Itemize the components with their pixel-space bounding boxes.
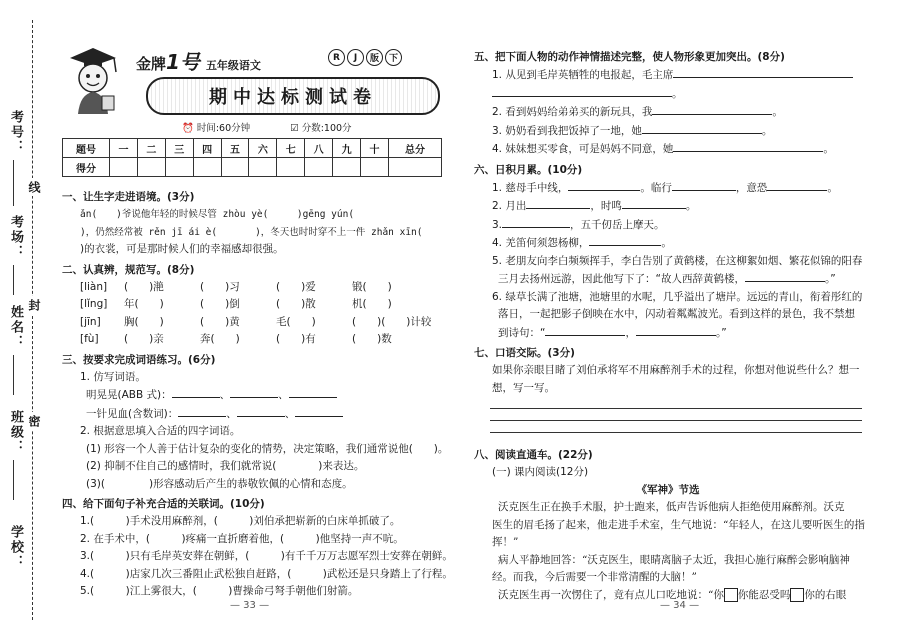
- s8-subtitle: (一) 课内阅读(12分): [492, 466, 589, 478]
- score-table: [62, 138, 442, 177]
- s5-item-1: [474, 66, 862, 85]
- s6-text: 3.: [492, 218, 503, 231]
- word-blank[interactable]: 奔( ): [200, 333, 240, 345]
- s6-text: 1. 慈母手中线，: [492, 181, 569, 194]
- s2-row: [62, 296, 444, 314]
- binding-line: [32, 20, 33, 620]
- passage-line: 医生的眉毛扬了起来，他走进手术室，生气地说：“年轻人，在这儿要听医生的指: [492, 518, 865, 531]
- left-page: [62, 40, 453, 600]
- score-cell[interactable]: [277, 158, 305, 177]
- exam-title: 期中达标测试卷: [146, 77, 440, 115]
- score-cell[interactable]: [305, 158, 333, 177]
- s6-text: 三月去扬州远游，因此他写下了：“故人西辞黄鹤楼，: [498, 273, 745, 285]
- word-blank[interactable]: ( )爱: [276, 280, 316, 293]
- s6-text: 2. 月出: [492, 200, 527, 212]
- right-page: [474, 46, 865, 606]
- badge-r: R: [328, 49, 345, 66]
- pinyin-label: [lǐng]: [80, 298, 108, 310]
- section-1-title: 一、让生字走进语境。(3分): [62, 191, 195, 203]
- answer-blank[interactable]: [526, 197, 590, 209]
- class-field[interactable]: [13, 460, 14, 500]
- s5-item-2: 2. 看到妈妈给弟弟买的新玩具，我 。: [474, 103, 862, 122]
- s6-text: 到诗句：“: [498, 326, 546, 339]
- section-7-title: 七、口语交际。(3分): [474, 347, 575, 359]
- answer-blank[interactable]: [589, 234, 661, 246]
- pinyin-label: [liàn]: [80, 280, 108, 293]
- word-blank[interactable]: ( )滟: [124, 280, 164, 293]
- answer-blank[interactable]: [767, 179, 827, 191]
- writing-line[interactable]: [490, 420, 862, 421]
- answer-blank[interactable]: [295, 405, 343, 417]
- s3-i1: (1) 形容一个人善于估计复杂的变化的情势，决定策略，我们通常说他( )。: [86, 442, 449, 455]
- answer-blank[interactable]: [172, 386, 220, 398]
- answer-blank[interactable]: [622, 197, 686, 209]
- answer-blank[interactable]: [237, 405, 285, 417]
- section-4-title: 四、给下面句子补充合适的关联词。(10分): [62, 498, 265, 510]
- score-cell[interactable]: [221, 158, 249, 177]
- s2-row: [62, 331, 444, 349]
- s6-text: 。临行: [640, 181, 672, 194]
- s5-item-3-text: 3. 奶奶看到我把饭掉了一地，她: [492, 124, 642, 137]
- s3-q1: 1. 仿写词语。: [80, 370, 146, 383]
- badge-j: J: [347, 49, 364, 66]
- binding-margin: [0, 0, 60, 636]
- time-limit: [182, 120, 250, 134]
- s4-item: 5.( )江上雾很大，( )曹操命弓弩手朝他们射箭。: [80, 585, 359, 597]
- s6-item-2: 2. 月出 ，时鸣 。: [474, 197, 862, 216]
- s3-ex1: 明晃晃(ABB 式)： 、 、: [62, 386, 444, 405]
- answer-blank[interactable]: [230, 386, 278, 398]
- s3-ex2-label: 一针见血(含数词)：: [86, 407, 179, 420]
- answer-blank[interactable]: [642, 122, 762, 134]
- word-blank[interactable]: ( )倒: [200, 298, 240, 310]
- label-school: 学校：: [8, 525, 23, 570]
- score-table-header-row: [63, 139, 442, 158]
- table-cell: 五: [221, 139, 249, 158]
- grade-subject: 五年级语文: [205, 59, 261, 72]
- s3-i2: (2) 抑制不住自己的感情时，我们就常说( )来表达。: [86, 460, 365, 472]
- pinyin-label: [fù]: [80, 333, 99, 345]
- word-blank[interactable]: 胸( ): [124, 315, 164, 328]
- punctuation-box[interactable]: [724, 588, 738, 602]
- label-name: 姓名：: [8, 305, 23, 350]
- s3-q2: 2. 根据意思填入合适的四字词语。: [80, 425, 241, 437]
- page-number-right: — 34 —: [660, 600, 700, 611]
- s7-prompt-1: 如果你亲眼目睹了刘伯承将军不用麻醉剂手术的过程，你想对他说些什么？想一: [492, 364, 860, 376]
- s5-item-4-text: 4. 妹妹想买零食，可是妈妈不同意，她: [492, 143, 674, 155]
- writing-line[interactable]: [490, 408, 862, 409]
- answer-blank[interactable]: [652, 103, 772, 115]
- word-blank[interactable]: ( )数: [352, 333, 392, 345]
- s3-i3-prefix: (3)(: [86, 477, 105, 490]
- exam-header: [62, 40, 444, 132]
- passage-title: 《军神》节选: [636, 483, 700, 496]
- score-cell[interactable]: [361, 158, 389, 177]
- s1-line-3: )的衣裳，可是那时候人们的幸福感却很强。: [80, 243, 284, 255]
- passage-line: 挥！”: [492, 536, 519, 548]
- word-blank[interactable]: ( )( )计较: [352, 315, 432, 328]
- answer-blank[interactable]: [289, 386, 337, 398]
- table-cell: 总分: [389, 139, 442, 158]
- punctuation-box[interactable]: [790, 588, 804, 602]
- section-5-title: 五、把下面人物的动作神情描述完整，使人物形象更加突出。(8分): [474, 51, 785, 63]
- word-blank[interactable]: 机( ): [352, 298, 392, 310]
- s3-i3-suffix: )形容感动后产生的恭敬钦佩的心情和态度。: [148, 477, 353, 490]
- answer-blank[interactable]: [492, 85, 672, 97]
- table-cell: 七: [277, 139, 305, 158]
- word-blank[interactable]: 毛( ): [276, 315, 316, 328]
- s1-line-1: ǎn( )爷说他年轻的时候尽管 zhòu yè( )gēng yún(: [80, 209, 355, 220]
- s4-item: 4.( )店家几次三番阻止武松独自赶路，( )武松还是只身踏上了行程。: [80, 567, 453, 580]
- table-cell: 题号: [63, 139, 110, 158]
- clock-icon: ⏰: [182, 123, 197, 134]
- s6-text: ，时鸣: [590, 200, 622, 212]
- s6-item-6a: 6. 绿草长满了池塘，池塘里的水呢，几乎溢出了塘岸。远远的青山，衔着彤红的: [492, 290, 863, 303]
- score-cell[interactable]: [110, 158, 138, 177]
- answer-blank[interactable]: [673, 140, 823, 152]
- badge-edition: 版: [366, 49, 383, 66]
- word-blank[interactable]: ( )黄: [200, 315, 240, 328]
- s4-item: 1.( )手术没用麻醉剂，( )刘伯承把崭新的白床单抓破了。: [80, 515, 401, 527]
- answer-blank[interactable]: [673, 66, 853, 78]
- s6-item-4: 4. 羌笛何须怨杨柳， 。: [474, 234, 862, 253]
- s6-item-6c: 到诗句：“ ， 。”: [474, 324, 862, 343]
- passage-text: [474, 499, 865, 604]
- label-class: 班级：: [8, 410, 23, 455]
- s5-item-1-cont: 。: [474, 85, 862, 104]
- s3-ex2: 一针见血(含数词)： 、 、: [62, 405, 444, 424]
- brand-title: [136, 46, 261, 75]
- answer-blank[interactable]: [745, 270, 825, 282]
- binding-word-seal: 封: [26, 296, 43, 314]
- word-blank[interactable]: ( )有: [276, 333, 316, 345]
- score-cell[interactable]: [193, 158, 221, 177]
- word-blank[interactable]: ( )习: [200, 280, 240, 293]
- badge-volume: 下: [385, 49, 402, 66]
- checkmark-icon: ☑: [290, 123, 302, 134]
- exam-number-field[interactable]: [13, 160, 14, 206]
- table-cell: 得分: [63, 158, 110, 177]
- label-exam-number: 考号：: [8, 110, 23, 155]
- answer-blank[interactable]: [502, 216, 570, 228]
- table-cell: 四: [193, 139, 221, 158]
- s6-item-3: [474, 216, 862, 235]
- answer-blank[interactable]: [545, 324, 625, 336]
- s6-item-5b: 三月去扬州远游，因此他写下了：“故人西辞黄鹤楼， 。”: [474, 270, 862, 289]
- score-cell[interactable]: [389, 158, 442, 177]
- s6-item-6b: 落日，一起把影子倒映在水中，闪动着粼粼波光。看到这样的景色，我不禁想: [498, 308, 855, 320]
- score-cell[interactable]: [137, 158, 165, 177]
- s5-item-4: 4. 妹妹想买零食，可是妈妈不同意，她 。: [474, 140, 862, 159]
- table-cell: 六: [249, 139, 277, 158]
- table-cell: 二: [137, 139, 165, 158]
- time-text: 时间:60分钟: [196, 123, 251, 134]
- binding-word-secret: 密: [26, 412, 43, 430]
- graduate-mascot-icon: [62, 44, 124, 116]
- passage-text-part: 你能忍受吗: [737, 588, 791, 601]
- section-6-title: 六、日积月累。(10分): [474, 163, 583, 176]
- word-blank[interactable]: ( )散: [276, 298, 316, 310]
- section-3-title: 三、按要求完成词语练习。(6分): [62, 353, 216, 366]
- left-questions: [62, 186, 453, 601]
- s6-item-1: 1. 慈母手中线， 。临行 ，意恐 。: [474, 179, 862, 198]
- s5-item-1-text: 1. 从见到毛岸英牺牲的电报起，毛主席: [492, 69, 674, 81]
- s1-line-2: )，仍然经常被 rěn jī ái è( )，冬天也时时穿不上一件 zhǎn xīn(: [80, 226, 423, 238]
- word-blank[interactable]: ( )亲: [124, 333, 164, 345]
- s7-prompt-2: 想，写一写。: [492, 381, 555, 394]
- s5-item-3: 3. 奶奶看到我把饭掉了一地，她 。: [474, 122, 862, 141]
- s6-text: ，意恐: [735, 181, 768, 194]
- s3-i3: [62, 476, 444, 494]
- binding-word-line: 线: [26, 178, 43, 196]
- edition-badges: [328, 49, 402, 66]
- s6-text: ，五千仞岳上摩天。: [570, 218, 665, 231]
- exam-info: [182, 120, 352, 134]
- answer-blank[interactable]: [636, 324, 716, 336]
- name-field[interactable]: [13, 355, 14, 395]
- answer-blank[interactable]: [568, 179, 640, 191]
- passage-text-part: 你的右眼: [804, 588, 847, 601]
- exam-room-field[interactable]: [13, 265, 14, 295]
- s6-text: 4. 羌笛何须怨杨柳，: [492, 237, 590, 249]
- score-table-score-row: [63, 158, 442, 177]
- s3-ex1-label: 明晃晃(ABB 式)：: [86, 389, 172, 401]
- page-number-left: — 33 —: [230, 600, 270, 611]
- s6-item-5a: 5. 老朋友向李白频频挥手，李白告别了黄鹤楼，在这柳絮如烟、繁花似锦的阳春: [492, 254, 863, 267]
- section-8-title: 八、阅读直通车。(22分): [474, 449, 593, 461]
- answer-blank[interactable]: [672, 179, 736, 191]
- brand-number: 1号: [166, 50, 200, 74]
- section-2-title: 二、认真辨，规范写。(8分): [62, 263, 195, 276]
- word-blank[interactable]: 年( ): [124, 298, 164, 310]
- passage-line: 病人平静地回答：“沃克医生，眼睛离脑子太近，我担心施行麻醉会影响脑神: [498, 553, 850, 566]
- s5-item-2-text: 2. 看到妈妈给弟弟买的新玩具，我: [492, 106, 653, 118]
- s2-row: [62, 314, 444, 332]
- passage-text-part: 沃克医生再一次愣住了，竟有点儿口吃地说：“你: [498, 588, 724, 601]
- table-cell: 九: [333, 139, 361, 158]
- table-cell: 十: [361, 139, 389, 158]
- passage-line: 经。而我，今后需要一个非常清醒的大脑！”: [492, 571, 697, 583]
- brand-name: 金牌: [136, 55, 167, 73]
- score-cell[interactable]: [249, 158, 277, 177]
- table-cell: 一: [110, 139, 138, 158]
- table-cell: 八: [305, 139, 333, 158]
- answer-blank[interactable]: [178, 405, 226, 417]
- table-cell: 三: [165, 139, 193, 158]
- passage-line: 沃克医生正在换手术服，护士跑来，低声告诉他病人拒绝使用麻醉剂。沃克: [498, 501, 845, 513]
- score-text: 分数:100分: [301, 123, 352, 134]
- total-score: [290, 120, 351, 134]
- word-blank[interactable]: 锻( ): [352, 280, 392, 293]
- s4-item: 3.( )只有毛岸英安葬在朝鲜，( )有千千万万志愿军烈士安葬在朝鲜。: [80, 550, 453, 562]
- pinyin-label: [jīn]: [80, 315, 101, 328]
- score-cell[interactable]: [165, 158, 193, 177]
- s2-grid: [62, 279, 444, 349]
- s4-item: 2. 在手术中，( )疼痛一直折磨着他，( )他坚持一声不吭。: [80, 532, 404, 545]
- writing-line[interactable]: [490, 432, 862, 433]
- label-exam-room: 考场：: [8, 215, 23, 260]
- s2-row: [62, 279, 444, 297]
- score-cell[interactable]: [333, 158, 361, 177]
